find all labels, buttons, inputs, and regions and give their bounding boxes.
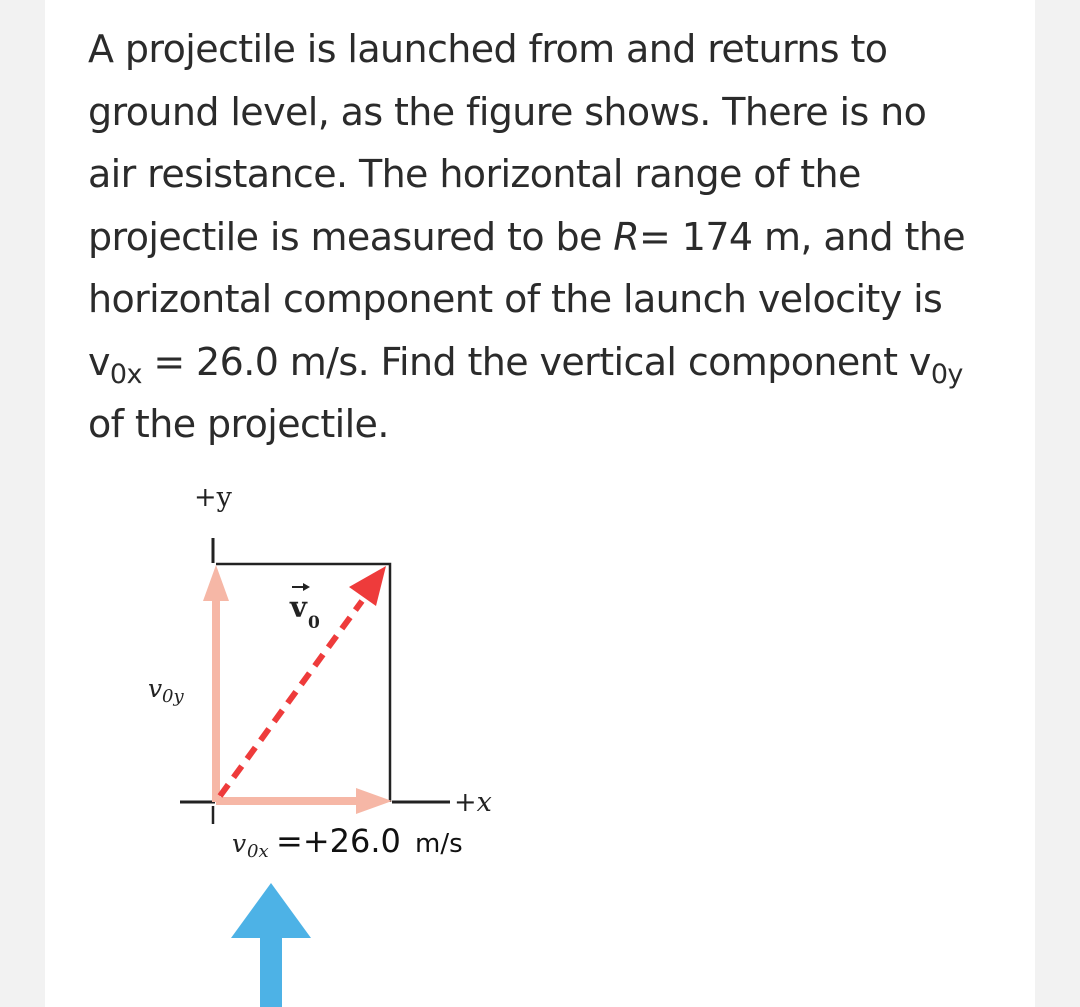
vox-value-text: = 26.0 m/s. Find the vertical component	[141, 339, 909, 384]
vox-label-subscript: 0x	[247, 841, 269, 862]
v0-subscript: 0	[308, 613, 320, 633]
pointer-arrow-shaft	[260, 930, 282, 1007]
vox-variable: v	[88, 339, 110, 384]
voy-arrow-head	[203, 565, 229, 601]
y-axis-label: +y	[194, 482, 232, 513]
problem-line-7: of the projectile.	[88, 402, 389, 446]
range-variable: R	[613, 214, 640, 259]
vox-label	[232, 822, 463, 862]
v0-arrow-shaft	[220, 601, 362, 796]
v0-arrow-head	[349, 566, 386, 606]
vox-arrow-head	[356, 788, 392, 814]
x-axis-label: +x	[454, 787, 492, 818]
voy-subscript: 0y	[930, 358, 963, 390]
v0-letter: v	[290, 590, 307, 624]
vox-unit: m/s	[415, 829, 463, 859]
range-value: = 174 m, and the	[639, 214, 966, 259]
pointer-arrow-icon	[231, 883, 311, 1007]
problem-line-5: horizontal component of the launch velocity is	[88, 277, 943, 321]
problem-line-1: A projectile is launched from and returns to	[88, 27, 888, 71]
voy-letter: v	[148, 674, 163, 703]
line-4-text: projectile is measured to be	[88, 214, 614, 259]
vox-letter: v	[232, 829, 247, 858]
voy-label	[148, 674, 184, 707]
vox-value: =+26.0	[276, 822, 401, 860]
pointer-arrow-head	[231, 883, 311, 938]
problem-line-2: ground level, as the figure shows. There is no	[88, 89, 927, 134]
vox-subscript: 0x	[109, 358, 142, 390]
voy-variable: v	[908, 339, 931, 384]
v0-label	[289, 583, 320, 633]
voy-label-subscript: 0y	[162, 686, 184, 707]
problem-line-3: air resistance. The horizontal range of the	[88, 152, 861, 196]
